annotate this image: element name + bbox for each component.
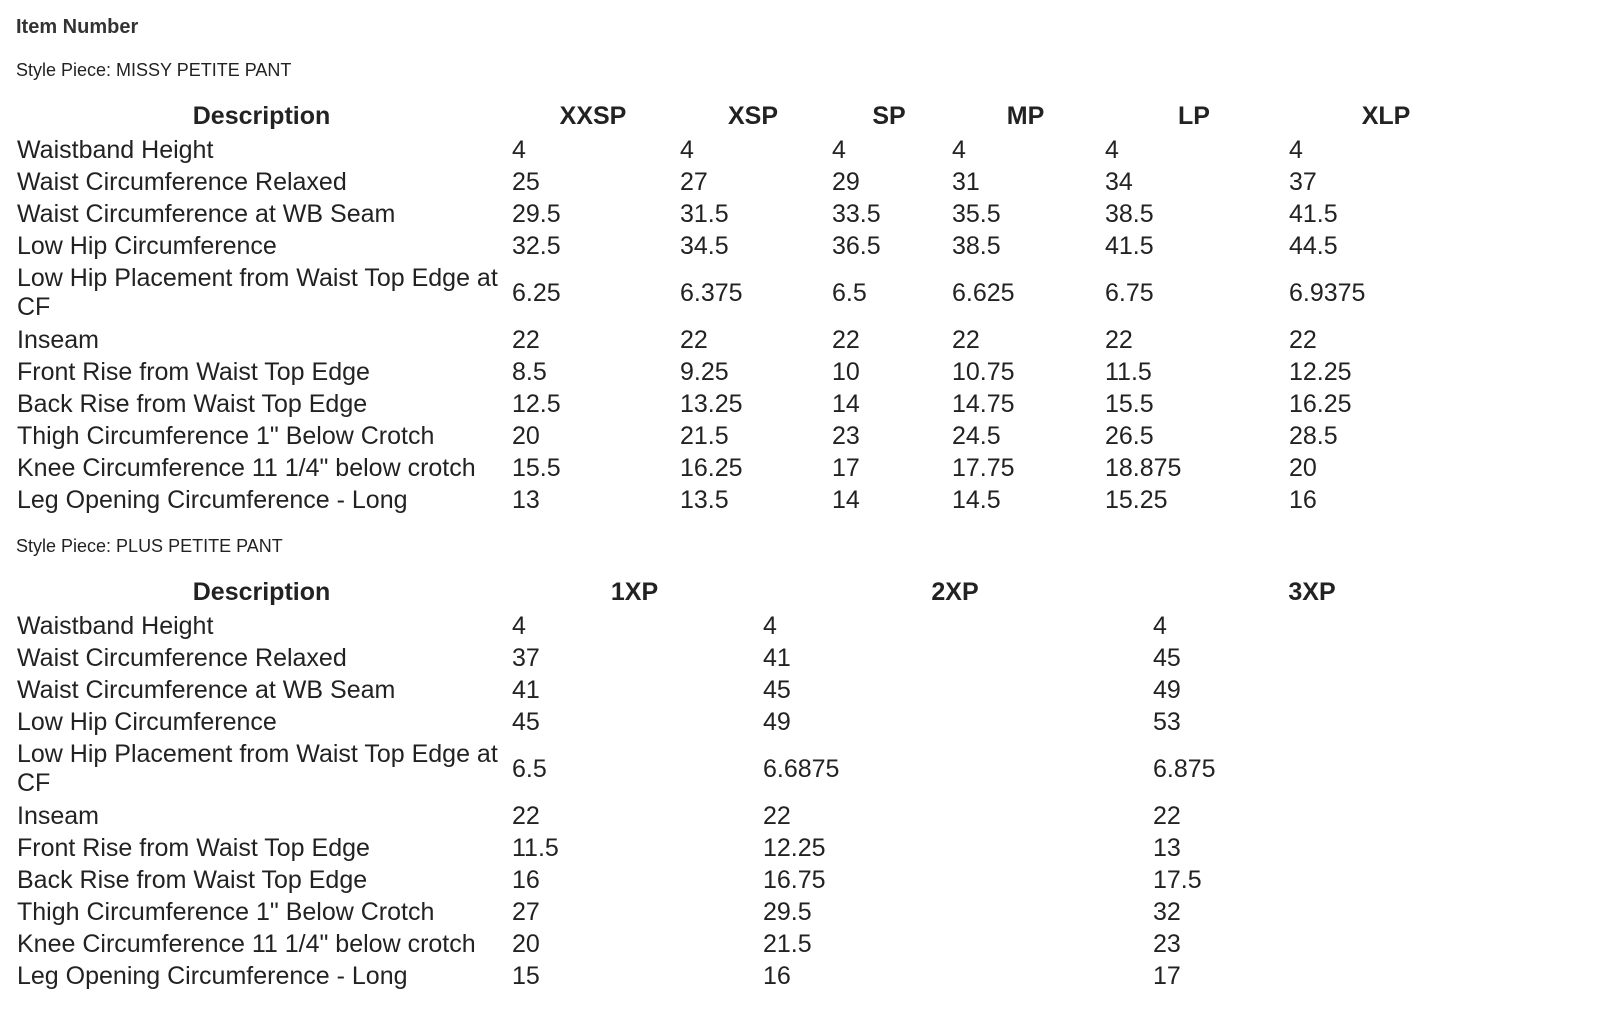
table-header-row [14, 98, 1486, 134]
row-description: Inseam [17, 325, 99, 354]
table-cell: 22 [832, 325, 860, 354]
table-cell: 41 [512, 675, 540, 704]
table-cell: 20 [512, 421, 540, 450]
table-cell: 21.5 [680, 421, 729, 450]
row-description: Thigh Circumference 1" Below Crotch [17, 897, 435, 926]
table-cell: 20 [1289, 453, 1317, 482]
column-header: XXSP [559, 101, 627, 130]
column-header: LP [1178, 101, 1210, 130]
table-cell: 12.5 [512, 389, 561, 418]
table-cell: 22 [1105, 325, 1133, 354]
table-cell: 15.5 [512, 453, 561, 482]
column-header: MP [1006, 101, 1045, 130]
missy-spec-table [14, 98, 1486, 516]
column-header: XSP [727, 101, 779, 130]
column-header: SP [872, 101, 906, 130]
table-cell: 25 [512, 167, 540, 196]
table-cell: 6.9375 [1289, 278, 1366, 307]
style-piece-plus: Style Piece: PLUS PETITE PANT [16, 536, 283, 556]
table-row [14, 864, 1474, 896]
table-cell: 4 [680, 135, 694, 164]
row-description: Low Hip Circumference [17, 231, 277, 260]
table-cell: 13.25 [680, 389, 743, 418]
table-cell: 4 [512, 135, 526, 164]
table-row [14, 262, 1486, 324]
row-description: Inseam [17, 801, 99, 830]
row-description: Leg Opening Circumference - Long [17, 485, 408, 514]
table-cell: 29 [832, 167, 860, 196]
row-description: Front Rise from Waist Top Edge [17, 833, 370, 862]
table-row [14, 198, 1486, 230]
table-cell: 10.75 [952, 357, 1015, 386]
table-cell: 6.875 [1153, 754, 1216, 783]
table-cell: 13 [1153, 833, 1181, 862]
table-cell: 36.5 [832, 231, 881, 260]
table-cell: 35.5 [952, 199, 1001, 228]
row-description: Low Hip Circumference [17, 707, 277, 736]
table-cell: 44.5 [1289, 231, 1338, 260]
table-cell: 29.5 [512, 199, 561, 228]
table-cell: 18.875 [1105, 453, 1182, 482]
table-cell: 21.5 [763, 929, 812, 958]
table-cell: 13.5 [680, 485, 729, 514]
table-cell: 14.75 [952, 389, 1015, 418]
table-cell: 14.5 [952, 485, 1001, 514]
row-description: Thigh Circumference 1" Below Crotch [17, 421, 435, 450]
row-description: Front Rise from Waist Top Edge [17, 357, 370, 386]
table-cell: 26.5 [1105, 421, 1154, 450]
row-description: Waist Circumference at WB Seam [17, 675, 396, 704]
table-cell: 4 [512, 611, 526, 640]
table-cell: 17 [1153, 961, 1181, 990]
table-cell: 4 [952, 135, 966, 164]
row-description: Low Hip Placement from Waist Top Edge at CF [17, 740, 498, 797]
table-row [14, 388, 1486, 420]
table-row [14, 960, 1474, 992]
table-cell: 32.5 [512, 231, 561, 260]
table-cell: 6.5 [832, 278, 867, 307]
table-cell: 4 [1289, 135, 1303, 164]
table-row [14, 324, 1486, 356]
table-cell: 32 [1153, 897, 1181, 926]
table-cell: 29.5 [763, 897, 812, 926]
style-piece-missy: Style Piece: MISSY PETITE PANT [16, 60, 292, 80]
table-cell: 22 [1289, 325, 1317, 354]
table-cell: 23 [832, 421, 860, 450]
column-header: Description [192, 101, 331, 130]
table-cell: 15.25 [1105, 485, 1168, 514]
table-cell: 6.25 [512, 278, 561, 307]
column-header: XLP [1361, 101, 1411, 130]
table-cell: 22 [512, 325, 540, 354]
row-description: Waist Circumference Relaxed [17, 643, 347, 672]
table-cell: 4 [832, 135, 846, 164]
table-cell: 41.5 [1289, 199, 1338, 228]
column-header: 1XP [610, 577, 659, 606]
table-cell: 4 [1105, 135, 1119, 164]
table-cell: 41.5 [1105, 231, 1154, 260]
table-row [14, 134, 1486, 166]
column-header: 3XP [1288, 577, 1336, 606]
table-cell: 22 [1153, 801, 1181, 830]
table-cell: 6.625 [952, 278, 1015, 307]
row-description: Waistband Height [17, 135, 214, 164]
table-row [14, 610, 1474, 642]
table-cell: 6.6875 [763, 754, 840, 783]
table-cell: 38.5 [1105, 199, 1154, 228]
table-cell: 4 [1153, 611, 1167, 640]
table-cell: 16.25 [680, 453, 743, 482]
table-row [14, 230, 1486, 262]
row-description: Waist Circumference at WB Seam [17, 199, 396, 228]
table-cell: 6.5 [512, 754, 547, 783]
table-cell: 45 [512, 707, 540, 736]
table-cell: 15.5 [1105, 389, 1154, 418]
row-description: Knee Circumference 11 1/4" below crotch [17, 929, 476, 958]
item-number-heading: Item Number [16, 16, 139, 38]
table-cell: 8.5 [512, 357, 547, 386]
table-cell: 41 [763, 643, 791, 672]
table-row [14, 706, 1474, 738]
table-cell: 34.5 [680, 231, 729, 260]
row-description: Back Rise from Waist Top Edge [17, 389, 368, 418]
table-row [14, 356, 1486, 388]
table-cell: 28.5 [1289, 421, 1338, 450]
table-cell: 17 [832, 453, 860, 482]
column-header: Description [192, 577, 331, 606]
table-cell: 49 [1153, 675, 1181, 704]
table-cell: 38.5 [952, 231, 1001, 260]
table-cell: 13 [512, 485, 540, 514]
table-row [14, 452, 1486, 484]
table-cell: 24.5 [952, 421, 1001, 450]
table-cell: 22 [763, 801, 791, 830]
table-row [14, 896, 1474, 928]
table-cell: 14 [832, 485, 860, 514]
row-description: Back Rise from Waist Top Edge [17, 865, 368, 894]
table-cell: 15 [512, 961, 540, 990]
table-cell: 37 [1289, 167, 1317, 196]
table-cell: 37 [512, 643, 540, 672]
table-cell: 22 [952, 325, 980, 354]
table-row [14, 420, 1486, 452]
table-row [14, 738, 1474, 800]
table-header-row [14, 574, 1474, 610]
table-cell: 12.25 [1289, 357, 1352, 386]
table-cell: 27 [680, 167, 708, 196]
table-cell: 6.375 [680, 278, 743, 307]
table-row [14, 484, 1486, 516]
table-cell: 16.75 [763, 865, 826, 894]
row-description: Waist Circumference Relaxed [17, 167, 347, 196]
table-cell: 16 [763, 961, 791, 990]
table-cell: 45 [763, 675, 791, 704]
table-row [14, 642, 1474, 674]
column-header: 2XP [931, 577, 979, 606]
table-cell: 17.75 [952, 453, 1015, 482]
table-cell: 12.25 [763, 833, 826, 862]
table-cell: 23 [1153, 929, 1181, 958]
table-cell: 20 [512, 929, 540, 958]
row-description: Waistband Height [17, 611, 214, 640]
table-cell: 6.75 [1105, 278, 1154, 307]
table-cell: 16.25 [1289, 389, 1352, 418]
table-cell: 4 [763, 611, 777, 640]
table-cell: 31.5 [680, 199, 729, 228]
table-cell: 27 [512, 897, 540, 926]
table-row [14, 832, 1474, 864]
table-cell: 45 [1153, 643, 1181, 672]
table-cell: 34 [1105, 167, 1133, 196]
row-description: Knee Circumference 11 1/4" below crotch [17, 453, 476, 482]
table-cell: 14 [832, 389, 860, 418]
table-cell: 10 [832, 357, 860, 386]
table-cell: 9.25 [680, 357, 729, 386]
plus-spec-table [14, 574, 1474, 992]
table-row [14, 674, 1474, 706]
table-cell: 16 [512, 865, 540, 894]
table-cell: 11.5 [1105, 357, 1152, 386]
table-row [14, 928, 1474, 960]
table-cell: 33.5 [832, 199, 881, 228]
table-cell: 22 [680, 325, 708, 354]
table-cell: 22 [512, 801, 540, 830]
table-cell: 17.5 [1153, 865, 1202, 894]
row-description: Low Hip Placement from Waist Top Edge at CF [17, 264, 498, 321]
table-row [14, 166, 1486, 198]
table-row [14, 800, 1474, 832]
table-cell: 16 [1289, 485, 1317, 514]
row-description: Leg Opening Circumference - Long [17, 961, 408, 990]
table-cell: 53 [1153, 707, 1181, 736]
table-cell: 11.5 [512, 833, 559, 862]
table-cell: 31 [952, 167, 980, 196]
table-cell: 49 [763, 707, 791, 736]
